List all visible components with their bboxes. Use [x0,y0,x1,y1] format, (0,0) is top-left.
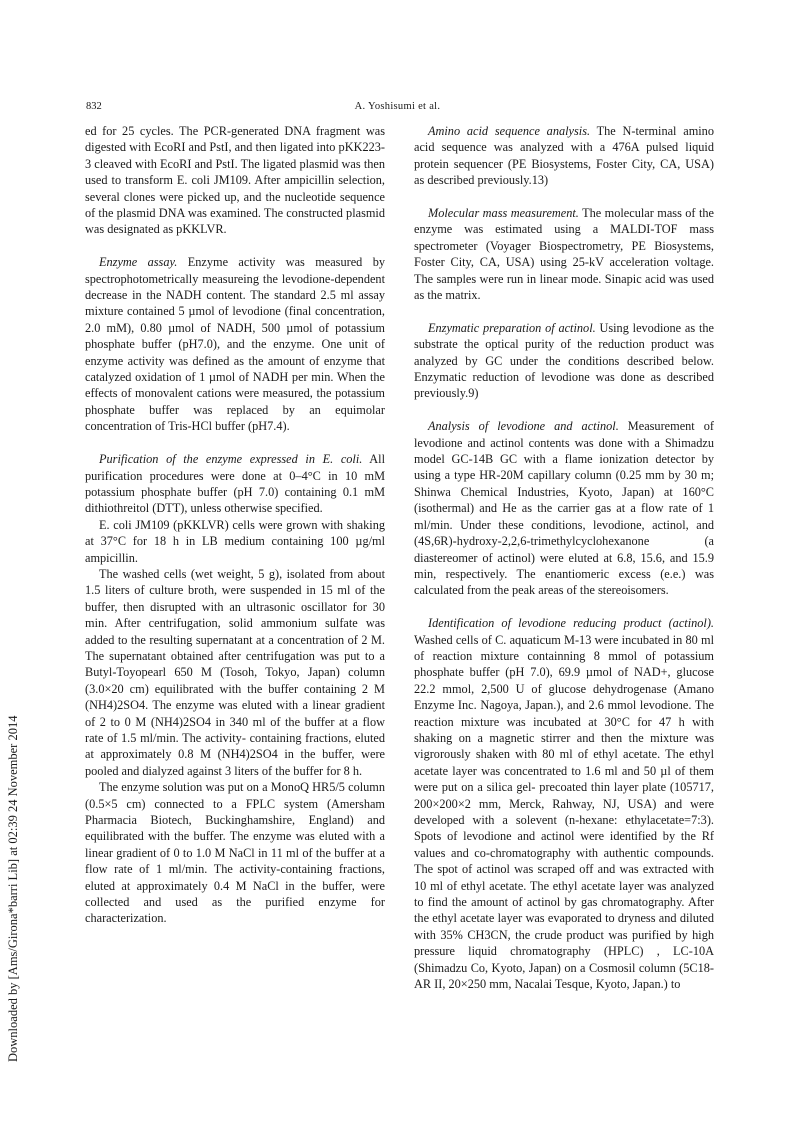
left-column [85,123,385,927]
section-paragraph [414,123,714,189]
section-text: Using levodione as the substrate the optical purity of the reduction product was analyzed by GC under the conditions described below. Enzymatic reduction of levodione was done as described previously.9) [414,320,714,401]
section-paragraph [85,254,385,434]
section-paragraph [85,451,385,517]
right-column [414,123,714,992]
page-number: 832 [86,101,102,112]
section-heading: Enzymatic preparation of actinol. [428,320,596,335]
paragraph-gap [414,303,714,319]
paragraph-gap [414,402,714,418]
section-heading: Molecular mass measurement. [428,206,579,221]
section-heading: Enzyme assay. [99,255,178,270]
section-heading: Identification of levodione reducing product (actinol). [428,616,714,631]
paragraph-gap [85,238,385,254]
paragraph-gap [414,189,714,205]
section-heading: Purification of the enzyme expressed in E. coli. [99,452,363,467]
section-paragraph [414,418,714,598]
paragraph-gap [414,599,714,615]
section-text: Measurement of levodione and actinol contents was done with a Shimadzu model GC-14B GC with a flame ionization detector by using a type HR-20M capillary column (0.25 mm by 30 m; Shinwa Chemical Industries, Kyoto, Japan) at 160°C (isothermal) and He as the carrier gas at a flow rate of 1 ml/min. Under these conditions, levodione, actinol, and (4S,6R)-hydroxy-2,2,6-trimethylcyclohexanone (a diastereomer of actinol) were eluted at 6.8, 15.6, and 15.9 min, respectively. The enantiomeric excess (e.e.) was calculated from the peak areas of the stereoisomers. [414,419,714,598]
section-heading: Analysis of levodione and actinol. [428,419,619,434]
section-paragraph [414,205,714,303]
body-paragraph: The washed cells (wet weight, 5 g), isolated from about 1.5 liters of culture broth, were suspended in 15 ml of the buffer, then disrupted with an ultrasonic oscillator for 30 min. After centrifugation, solid ammonium sulfate was added to the resulting supernatant at a concentration of 2 M. The supernatant obtained after centrifugation was put to a Butyl-Toyopearl 650 M (Tosoh, Tokyo, Japan) column (3.0×20 cm) equilibrated with the buffer containing 2 M (NH4)2SO4. The enzyme was eluted with a linear gradient of 2 to 0 M (NH4)2SO4 in 340 ml of the buffer at a flow rate of 1.5 ml/min. The activity- containing fractions, eluted at approximately 0.8 M (NH4)2SO4 in the buffer, were pooled and dialyzed against 3 liters of the buffer for 8 h. [85,566,385,778]
section-heading: Amino acid sequence analysis. [428,124,591,138]
body-paragraph: E. coli JM109 (pKKLVR) cells were grown with shaking at 37°C for 18 h in LB medium containing 100 µg/ml ampicillin. [85,517,385,565]
body-paragraph: ed for 25 cycles. The PCR-generated DNA fragment was digested with EcoRI and PstI, and then ligated into pKK223-3 cleaved with EcoRI and PstI. The ligated plasmid was then used to transform E. coli JM109. After ampicillin selection, several clones were picked up, and the nucleotide sequence of the plasmid DNA was examined. The constructed plasmid was designated as pKKLVR. [85,124,385,237]
section-text: All purification procedures were done at 0–4°C in 10 mM potassium phosphate buffer (pH 7.0) containing 0.1 mM dithiothreitol (DTT), unless otherwise specified. [85,452,386,516]
body-paragraph: The enzyme solution was put on a MonoQ HR5/5 column (0.5×5 cm) connected to a FPLC system (Amersham Pharmacia Biotech, Buckinghamshire, England) and equilibrated with the buffer. The enzyme was eluted with a linear gradient of 0 to 1.0 M NaCl in 11 ml of the buffer at a flow rate of 1 ml/min. The activity-containing fractions, eluted at approximately 0.4 M NaCl in the buffer, were collected and used as the purified enzyme for characterization. [85,780,385,926]
paragraph-gap [85,435,385,451]
section-text: Enzyme activity was measured by spectrophotometrically measureing the levodione-dependent decrease in the NADH content. The standard 2.5 ml assay mixture contained 5 µmol of levodione (final concentration, 2.0 mM), 0.80 µmol of NADH, 500 µmol of potassium phosphate buffer (pH7.0), and the enzyme. One unit of enzyme activity was defined as the amount of enzyme that catalyzed oxidation of 1 µmol of NADH per min. When the effects of monovalent cations were measured, the potassium phosphate buffer was replaced by an equimolar concentration of Tris-HCl buffer (pH7.4). [85,255,385,434]
section-paragraph [414,615,714,992]
download-watermark: Downloaded by [Ams/Girona*barri Lib] at 02:39 24 November 2014 [6,715,20,1062]
page-header [86,101,709,115]
section-text: The molecular mass of the enzyme was estimated using a MALDI-TOF mass spectrometer (Voyager Biospectrometry, PE Biosystems, Foster City, CA, USA) using 25-kV acceleration voltage. The samples were run in linear mode. Sinapic acid was used as the matrix. [414,206,714,303]
section-text: The N-terminal amino acid sequence was analyzed with a 476A pulsed liquid protein sequencer (PE Biosystems, Foster City, CA, USA) as described previously.13) [414,124,714,188]
section-paragraph [414,320,714,402]
section-text: Washed cells of C. aquaticum M-13 were incubated in 80 ml of reaction mixture containning 8 mmol of potassium phosphate buffer (pH 7.0), 69.9 µmol of NAD+, glucose 22.2 mmol, 2,500 U of glucose dehydrogenase (Amano Enzyme Inc. Nagoya, Japan.), and 2.6 mmol levodione. The reaction mixture was incubated at 30°C for 47 h with shaking on a magnetic stirrer and then the mixture was vigrorously shaken with 80 ml of ethyl acetate. The ethyl acetate layer was concentrated to 1.6 ml and 50 µl of them were put on a silica gel- precoated thin layer plate (105717, 200×200×2 mm, Merck, Rahway, NJ, USA) and were developed with a solevent (n-hexane: ethylacetate=7:3). Spots of levodione and actinol were identified by the Rf values and co-chromatography with authentic compounds. The spot of actinol was scraped off and was extracted with 10 ml of ethyl acetate. The ethyl acetate layer was analyzed to find the amount of actinol by gas chromatography. After the ethyl acetate layer was evaporated to dryness and diluted with 35% CH3CN, the crude product was purified by high pressure liquid chromatography (HPLC) , LC-10A (Shimadzu Co, Kyoto, Japan) on a Cosmosil column (5C18-AR II, 20×250 mm, Nacalai Tesque, Kyoto, Japan.) to [414,632,714,992]
running-title: A. Yoshisumi et al. [354,101,441,112]
